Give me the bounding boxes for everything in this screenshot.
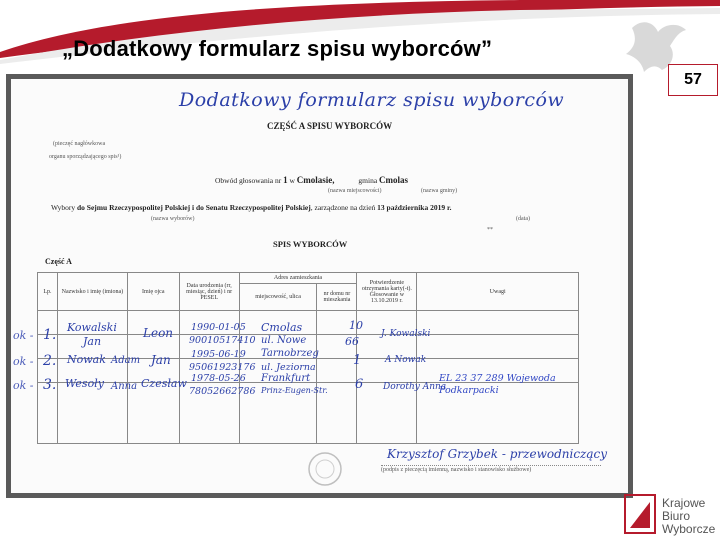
row1-father: Leon bbox=[143, 326, 174, 340]
row3-margin-mark: ok - bbox=[13, 379, 34, 392]
row3-lp: 3. bbox=[43, 377, 57, 393]
row1-lp: 1. bbox=[43, 327, 57, 343]
row1-surname: Kowalski bbox=[67, 321, 117, 334]
header-address: Adres zamieszkania bbox=[239, 273, 357, 284]
row2-signature: A Nowak bbox=[385, 355, 427, 365]
row1-place: Cmolas bbox=[261, 321, 303, 334]
row2-firstname: Adam bbox=[111, 355, 141, 366]
header-confirm: Potwierdzenie otrzymania karty(-t). Głosowanie w 13.10.2019 r. bbox=[357, 273, 417, 311]
chair-signature: Krzysztof Grzybek - przewodniczący bbox=[387, 447, 608, 461]
row3-house: 6 bbox=[355, 377, 364, 392]
caption-gmina: (nazwa gminy) bbox=[421, 188, 458, 194]
election-middle: , zarządzone na dzień bbox=[310, 203, 376, 212]
caption-place: (nazwa miejscowości) bbox=[328, 188, 382, 194]
election-prefix: Wybory bbox=[51, 203, 76, 212]
scanned-form bbox=[11, 79, 628, 493]
brand-line-3: Wyborcze bbox=[662, 522, 716, 536]
row2-lp: 2. bbox=[43, 353, 57, 369]
row2-house: 1 bbox=[353, 353, 362, 368]
row3-place: Frankfurt bbox=[261, 373, 311, 384]
row1-firstname: Jan bbox=[83, 335, 102, 348]
election-date: 13 października 2019 r. bbox=[377, 203, 452, 212]
brand-line-2: Biuro bbox=[662, 509, 691, 523]
row3-firstname: Anna bbox=[111, 381, 138, 392]
stamp-caption-2: organu sporządzającego spis¹) bbox=[49, 154, 122, 160]
brand-line-1: Krajowe bbox=[662, 496, 706, 510]
row2-margin-mark: ok - bbox=[13, 355, 34, 368]
header-birth: Data urodzenia (rr, miesiąc, dzień) i nr PESEL bbox=[179, 273, 239, 311]
row2-birth-date: 1995-06-19 bbox=[191, 349, 246, 360]
row1-house: 10 bbox=[349, 319, 363, 332]
row2-street: ul. Jeziorna bbox=[261, 362, 316, 373]
page-number: 57 bbox=[668, 64, 718, 96]
part-header: CZĘŚĆ A SPISU WYBORCÓW bbox=[267, 121, 393, 131]
district-prefix: Obwód głosowania nr bbox=[215, 176, 282, 185]
district-line bbox=[215, 175, 408, 185]
caption-date: (data) bbox=[516, 216, 530, 222]
handwritten-title: Dodatkowy formularz spisu wyborców bbox=[179, 89, 565, 111]
header-house: nr domu nr mieszkania bbox=[317, 284, 357, 311]
table-row bbox=[38, 311, 579, 335]
table-header-row bbox=[38, 273, 579, 284]
row1-margin-mark: ok - bbox=[13, 329, 34, 342]
header-street: miejscowość, ulica bbox=[239, 284, 317, 311]
row3-street: Prinz-Eugen-Str. bbox=[261, 386, 328, 395]
header-notes: Uwagi bbox=[417, 273, 579, 311]
gmina-label: gmina bbox=[358, 176, 378, 185]
district-number: 1 bbox=[283, 175, 288, 185]
row1-street: ul. Nowe bbox=[261, 335, 307, 346]
header-band bbox=[0, 0, 720, 70]
election-name: do Sejmu Rzeczypospolitej Polskiej i do Senatu Rzeczypospolitej Polskiej bbox=[77, 203, 311, 212]
kbw-logo-icon bbox=[624, 494, 656, 534]
signature-line bbox=[381, 465, 601, 466]
header-lp: Lp. bbox=[38, 273, 58, 311]
row2-place: Tarnobrzeg bbox=[261, 348, 319, 359]
election-line bbox=[51, 203, 451, 212]
signature-caption: (podpis z pieczęcią imienną, nazwisko i stanowisko służbowe) bbox=[381, 467, 532, 473]
footnote-mark: ** bbox=[487, 227, 493, 233]
row1-signature: J. Kowalski bbox=[381, 329, 431, 339]
row3-official-stamp: EL 23 37 289 Wojewoda Podkarpacki bbox=[439, 373, 556, 396]
row1-birth-date: 1990-01-05 bbox=[191, 322, 246, 333]
row2-pesel: 95061923176 bbox=[189, 362, 256, 373]
row1-flat: 66 bbox=[345, 335, 359, 348]
row3-birth-date: 1978-05-26 bbox=[191, 373, 246, 384]
spis-title: SPIS WYBORCÓW bbox=[273, 239, 348, 249]
district-in: w bbox=[289, 176, 295, 185]
part-a-label: Część A bbox=[45, 257, 72, 266]
caption-election: (nazwa wyborów) bbox=[151, 216, 195, 222]
header-father: Imię ojca bbox=[127, 273, 179, 311]
row1-pesel: 90010517410 bbox=[189, 335, 256, 346]
stamp-caption-1: (pieczęć nagłówkowa bbox=[53, 141, 106, 147]
slide-title: „Dodatkowy formularz spisu wyborców” bbox=[62, 36, 493, 61]
gmina-name: Cmolas bbox=[379, 175, 409, 185]
row3-signature: Dorothy Anna bbox=[383, 382, 447, 392]
row2-surname: Nowak bbox=[67, 353, 106, 366]
row3-pesel: 78052662786 bbox=[189, 386, 256, 397]
scanned-form-frame bbox=[6, 74, 633, 498]
row2-father: Jan bbox=[151, 353, 171, 367]
row3-surname: Wesoły bbox=[65, 377, 104, 390]
district-place: Cmolasie, bbox=[296, 175, 335, 185]
row3-father: Czesław bbox=[141, 377, 187, 390]
header-name: Nazwisko i imię (imiona) bbox=[57, 273, 127, 311]
official-seal-icon bbox=[305, 449, 345, 489]
